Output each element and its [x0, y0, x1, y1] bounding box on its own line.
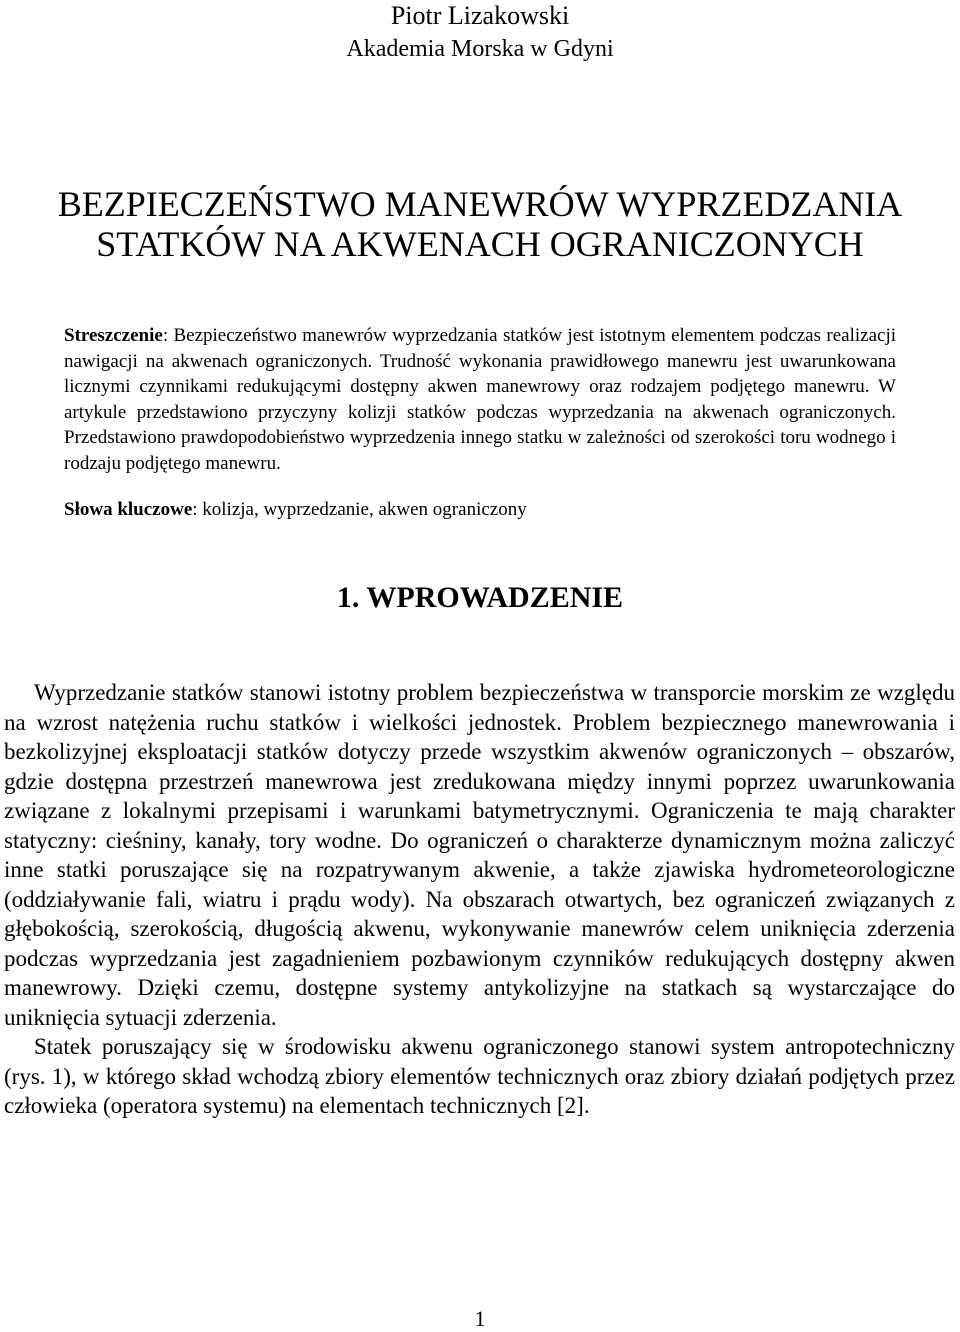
title-line-2: STATKÓW NA AKWENACH OGRANICZONYCH — [96, 224, 864, 264]
body-text — [4, 678, 955, 1121]
affiliation: Akademia Morska w Gdyni — [346, 36, 614, 62]
paragraph: Wyprzedzanie statków stanowi istotny problem bezpieczeństwa w transporcie morskim ze względu na wzrost natężenia ruchu statków i wielkości jednostek. Problem bezpiecznego manewrowania i bezkolizyjnej eksploatacji statków dotyczy przede wszystkim akwenów ograniczonych – obszarów, gdzie dostępna przestrzeń manewrowa jest zredukowana między innymi poprzez uwarunkowania związane z lokalnymi przepisami i warunkami batymetrycznymi. Ograniczenia te mają charakter statyczny: cieśniny, kanały, tory wodne. Do ograniczeń o charakterze dynamicznym można zaliczyć inne statki poruszające się na rozpatrywanym akwenie, a także zjawiska hydrometeorologiczne (oddziaływanie fali, wiatru i prądu wody). Na obszarach otwartych, bez ograniczeń związanych z głębokością, szerokością, długością akwenu, wykonywanie manewrów celem uniknięcia zderzenia podczas wyprzedzania jest zagadnieniem pozbawionym czynników redukujących dostępny akwen manewrowy. Dzięki czemu, dostępne systemy antykolizyjne na statkach są wystarczające do uniknięcia sytuacji zderzenia. — [4, 680, 955, 1030]
section-heading: 1. WPROWADZENIE — [336, 581, 624, 614]
abstract-text: : Bezpieczeństwo manewrów wyprzedzania statków jest istotnym elementem podczas realizacji nawigacji na akwenach ograniczonych. Trudność wykonania prawidłowego manewru jest uwarunkowana licznymi czynnikami redukującymi dostępny akwen manewrowy oraz rodzajem podjętego manewru. W artykule przedstawiono przyczyny kolizji statków podczas wyprzedzania na akwenach ograniczonych. Przedstawiono prawdopodobieństwo wyprzedzenia innego statku w zależności od szerokości toru wodnego i rodzaju podjętego manewru. — [64, 325, 896, 474]
keywords-label: Słowa kluczowe — [64, 499, 193, 520]
abstract-label: Streszczenie — [64, 325, 163, 346]
keywords-text: : kolizja, wyprzedzanie, akwen ograniczony — [192, 499, 527, 520]
title-line-1: BEZPIECZEŃSTWO MANEWRÓW WYPRZEDZANIA — [57, 184, 903, 224]
paper-title — [0, 184, 960, 264]
paragraph: Statek poruszający się w środowisku akwenu ograniczonego stanowi system antropotechniczny (rys. 1), w którego skład wchodzą zbiory elementów technicznych oraz zbiory działań podjętych przez człowieka (operatora systemu) na elementach technicznych [2]. — [4, 1034, 955, 1118]
author-name: Piotr Lizakowski — [390, 1, 570, 30]
page-number: 1 — [474, 1306, 486, 1331]
keywords — [64, 497, 896, 523]
abstract — [64, 323, 896, 477]
